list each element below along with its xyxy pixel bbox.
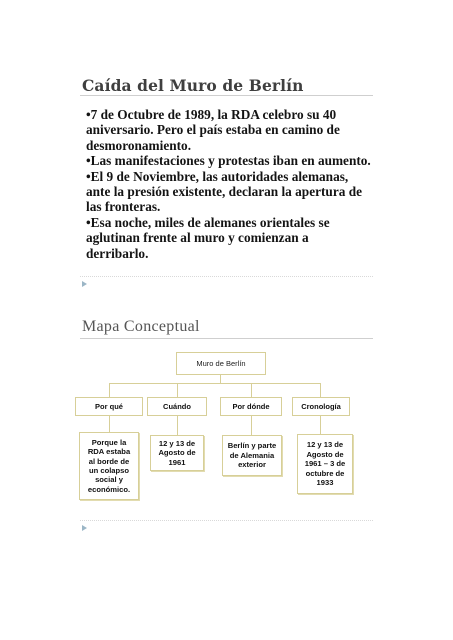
detail-line: octubre de — [305, 468, 345, 478]
connector-line — [109, 383, 110, 397]
play-arrow-icon — [82, 281, 87, 287]
footer-divider — [80, 520, 373, 521]
category-node-cuando: Cuándo — [147, 397, 207, 416]
connector-line — [320, 416, 321, 434]
concept-root-node: Muro de Berlín — [176, 352, 266, 375]
slide-title: Caída del Muro de Berlín — [82, 76, 304, 95]
category-node-por-donde: Por dónde — [220, 397, 282, 416]
category-node-cronologia: Cronología — [292, 397, 350, 416]
detail-line: Agosto de — [306, 449, 344, 459]
title-divider — [80, 338, 373, 339]
bullet-item: •El 9 de Noviembre, las autoridades alemanas, ante la presión existente, declaran la apertura de las fronteras. — [86, 168, 363, 215]
slide-title: Mapa Conceptual — [82, 318, 200, 335]
bullet-item: •Esa noche, miles de alemanes orientales se aglutinan frente al muro y comienzan a derribarlo. — [86, 214, 330, 261]
category-node-por-que: Por qué — [75, 397, 143, 416]
connector-line — [220, 375, 221, 383]
detail-line: social y — [95, 475, 123, 485]
detail-line: exterior — [238, 460, 266, 470]
detail-line: de Alemania — [229, 450, 275, 460]
detail-node-por-que — [79, 432, 139, 500]
detail-line: económico. — [87, 484, 131, 494]
detail-line: Agosto de — [158, 448, 196, 458]
detail-line: 1961 – 3 de — [304, 459, 346, 469]
connector-line — [251, 416, 252, 435]
connector-line — [320, 383, 321, 397]
detail-line: 1961 — [168, 457, 186, 467]
detail-line: al borde de — [88, 456, 130, 466]
detail-node-cuando — [150, 435, 204, 471]
bullet-list — [86, 107, 371, 261]
detail-line: 1933 — [316, 478, 334, 488]
detail-line: un colapso — [88, 466, 130, 475]
connector-line — [251, 383, 252, 397]
detail-line: Porque la — [91, 437, 127, 447]
connector-line — [177, 416, 178, 435]
detail-line: 12 y 13 de — [158, 438, 196, 448]
connector-line — [177, 383, 178, 397]
detail-line: RDA estaba — [87, 447, 131, 457]
play-arrow-icon — [82, 525, 87, 531]
detail-line: 12 y 13 de — [306, 440, 344, 450]
detail-node-cronologia — [297, 434, 353, 494]
title-divider — [80, 95, 373, 96]
connector-line — [109, 416, 110, 432]
footer-divider — [80, 276, 373, 277]
connector-line — [109, 383, 320, 384]
detail-line: Berlín y parte — [227, 441, 277, 451]
detail-node-por-donde — [222, 435, 282, 476]
bullet-item: •7 de Octubre de 1989, la RDA celebro su 40 aniversario. Pero el país estaba en camino de desmoronamiento. — [86, 107, 340, 153]
bullet-item: •Las manifestaciones y protestas iban en aumento. — [86, 153, 371, 169]
